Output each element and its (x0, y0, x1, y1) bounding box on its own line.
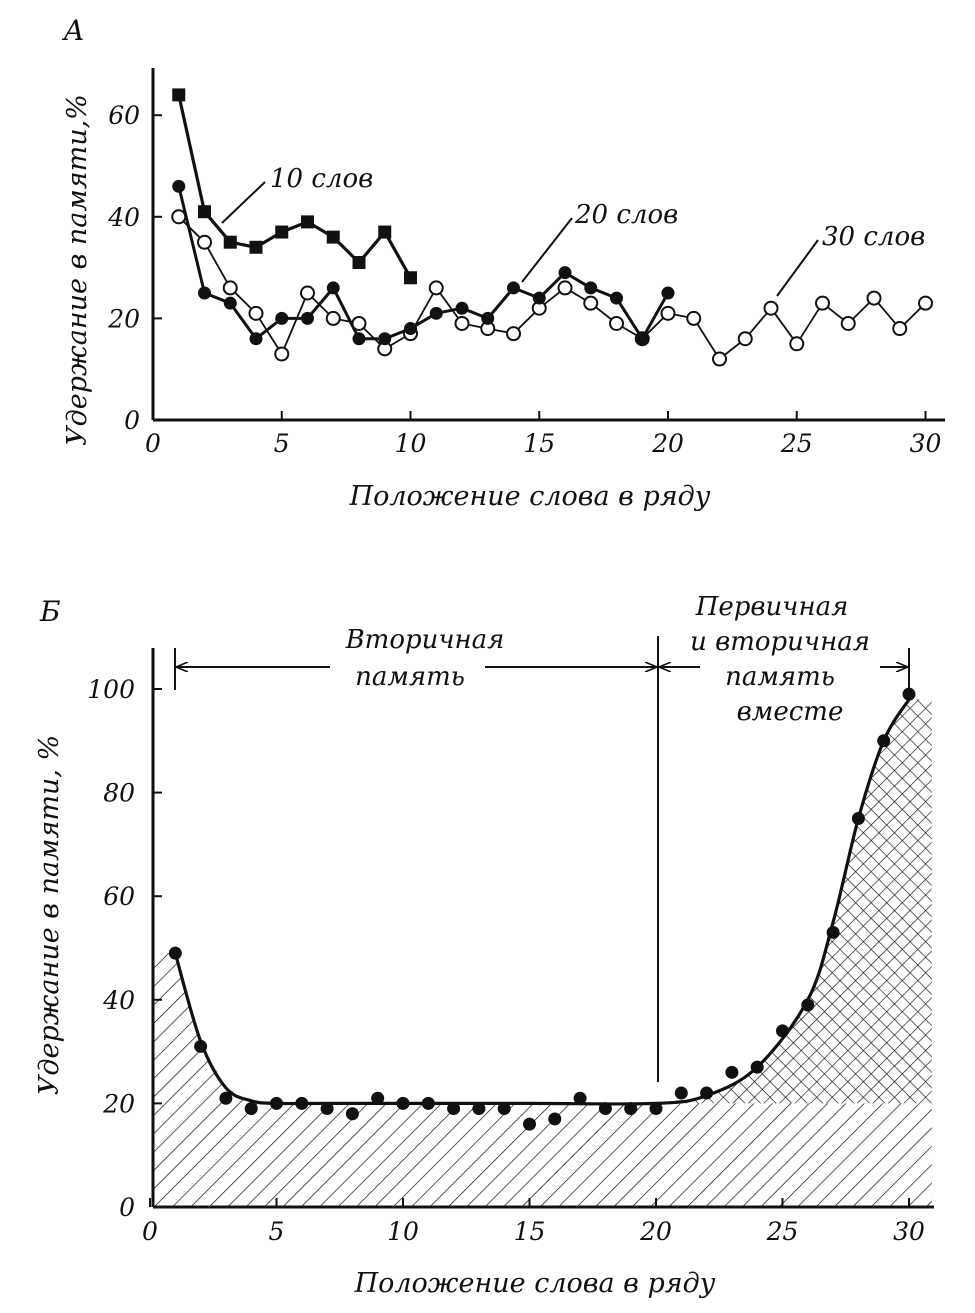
b-data-point (371, 1092, 384, 1105)
combined-memory-line3: память (725, 662, 835, 692)
b-data-point (245, 1102, 258, 1115)
b-data-point (751, 1061, 764, 1074)
a-point-10 (172, 88, 185, 101)
b-y-tick-label: 40 (103, 985, 135, 1015)
panel-a-x-label: Положение слова в ряду (349, 481, 711, 512)
a-point-20 (481, 312, 494, 325)
a-point-20 (224, 297, 237, 310)
a-point-20 (275, 312, 288, 325)
b-x-tick-label: 15 (513, 1217, 546, 1246)
b-y-tick-label: 60 (103, 882, 135, 912)
panel-b-x-label: Положение слова в ряду (354, 1268, 716, 1299)
a-point-20 (662, 287, 675, 300)
a-point-30 (353, 317, 366, 330)
a-point-30 (559, 281, 572, 294)
a-point-30 (198, 236, 211, 249)
a-point-20 (533, 292, 546, 305)
a-y-tick-label: 60 (108, 101, 140, 131)
b-data-point (675, 1087, 688, 1100)
a-point-30 (584, 297, 597, 310)
a-point-30 (610, 317, 623, 330)
a-series-line (179, 217, 926, 359)
a-point-30 (275, 347, 288, 360)
a-point-30 (687, 312, 700, 325)
a-y-tick-label: 0 (124, 406, 140, 435)
a-point-30 (919, 297, 932, 310)
b-data-point (397, 1097, 410, 1110)
a-point-20 (198, 287, 211, 300)
a-point-10 (275, 226, 288, 239)
b-x-tick-label: 20 (640, 1217, 672, 1246)
b-data-point (321, 1102, 334, 1115)
b-x-tick-label: 0 (142, 1217, 158, 1246)
a-point-20 (327, 281, 340, 294)
b-data-point (498, 1102, 511, 1115)
a-x-tick-label: 20 (652, 429, 684, 458)
a-point-20 (172, 180, 185, 193)
b-data-point (219, 1092, 232, 1105)
b-data-point (295, 1097, 308, 1110)
a-point-20 (301, 312, 314, 325)
panel-b (34, 592, 934, 1299)
b-data-point (472, 1102, 485, 1115)
a-x-tick-label: 0 (145, 429, 161, 458)
b-data-point (725, 1066, 738, 1079)
label-10-leader (222, 182, 265, 223)
b-x-tick-label: 10 (387, 1217, 419, 1246)
panel-a-series (172, 88, 932, 365)
a-point-20 (636, 332, 649, 345)
a-point-10 (378, 226, 391, 239)
b-y-tick-label: 100 (87, 675, 135, 704)
b-data-point (624, 1102, 637, 1115)
a-point-10 (404, 271, 417, 284)
a-point-10 (250, 241, 263, 254)
a-point-20 (507, 281, 520, 294)
a-x-tick-label: 25 (780, 429, 813, 458)
a-point-20 (250, 332, 263, 345)
secondary-memory-line2: память (355, 662, 465, 692)
b-data-point (270, 1097, 283, 1110)
a-point-30 (790, 337, 803, 350)
a-y-tick-label: 20 (108, 304, 140, 334)
b-data-point (548, 1112, 561, 1125)
a-point-20 (353, 332, 366, 345)
series-label-30: 30 слов (822, 222, 926, 252)
a-point-20 (559, 266, 572, 279)
a-point-20 (584, 281, 597, 294)
b-y-tick-label: 0 (119, 1193, 135, 1222)
b-data-point (700, 1087, 713, 1100)
a-x-tick-label: 30 (909, 429, 942, 458)
b-data-point (877, 734, 890, 747)
b-data-point (827, 926, 840, 939)
a-y-tick-label: 40 (108, 202, 140, 232)
b-data-point (650, 1102, 663, 1115)
combined-memory-line1: Первичная (695, 592, 849, 622)
a-point-30 (739, 332, 752, 345)
series-label-20: 20 слов (575, 200, 679, 230)
b-data-point (422, 1097, 435, 1110)
b-x-tick-label: 30 (893, 1217, 925, 1246)
a-point-20 (430, 307, 443, 320)
a-point-30 (172, 210, 185, 223)
a-point-30 (507, 327, 520, 340)
panel-b-y-label: Удержание в памяти, % (34, 734, 65, 1096)
b-data-point (346, 1107, 359, 1120)
a-point-30 (224, 281, 237, 294)
a-x-tick-label: 10 (394, 429, 427, 458)
a-point-30 (893, 322, 906, 335)
a-point-10 (353, 256, 366, 269)
a-x-tick-label: 15 (523, 429, 556, 458)
combined-memory-line4: вместе (736, 697, 844, 727)
a-point-20 (378, 332, 391, 345)
label-30-leader (777, 240, 818, 296)
a-point-30 (250, 307, 263, 320)
b-data-point (194, 1040, 207, 1053)
a-point-30 (662, 307, 675, 320)
a-point-30 (842, 317, 855, 330)
b-data-point (599, 1102, 612, 1115)
b-data-point (169, 947, 182, 960)
b-data-point (523, 1118, 536, 1131)
a-point-30 (456, 317, 469, 330)
a-point-10 (301, 215, 314, 228)
combined-memory-line2: и вторичная (690, 627, 870, 657)
panel-b-label: Б (40, 595, 61, 628)
b-data-point (801, 998, 814, 1011)
b-y-tick-label: 80 (103, 778, 135, 808)
a-point-20 (610, 292, 623, 305)
b-data-point (447, 1102, 460, 1115)
panel-a (61, 14, 945, 512)
a-point-30 (327, 312, 340, 325)
a-x-tick-label: 5 (273, 429, 290, 458)
a-point-10 (224, 236, 237, 249)
secondary-memory-line1: Вторичная (345, 625, 505, 655)
panel-a-label: A (64, 14, 85, 47)
b-data-point (776, 1024, 789, 1037)
a-point-30 (816, 297, 829, 310)
a-point-20 (404, 322, 417, 335)
b-data-point (574, 1092, 587, 1105)
a-point-30 (301, 287, 314, 300)
b-x-tick-label: 5 (268, 1217, 285, 1246)
panel-b-shaded-regions (153, 699, 932, 1207)
a-point-20 (456, 302, 469, 315)
b-data-point (852, 812, 865, 825)
b-x-tick-label: 25 (766, 1217, 799, 1246)
panel-a-y-label: Удержание в памяти,% (62, 94, 93, 446)
series-label-10: 10 слов (270, 164, 374, 194)
b-y-tick-label: 20 (103, 1089, 135, 1119)
a-point-30 (430, 281, 443, 294)
a-point-10 (327, 231, 340, 244)
a-point-30 (868, 292, 881, 305)
a-point-10 (198, 205, 211, 218)
a-point-30 (765, 302, 778, 315)
a-point-30 (713, 353, 726, 366)
